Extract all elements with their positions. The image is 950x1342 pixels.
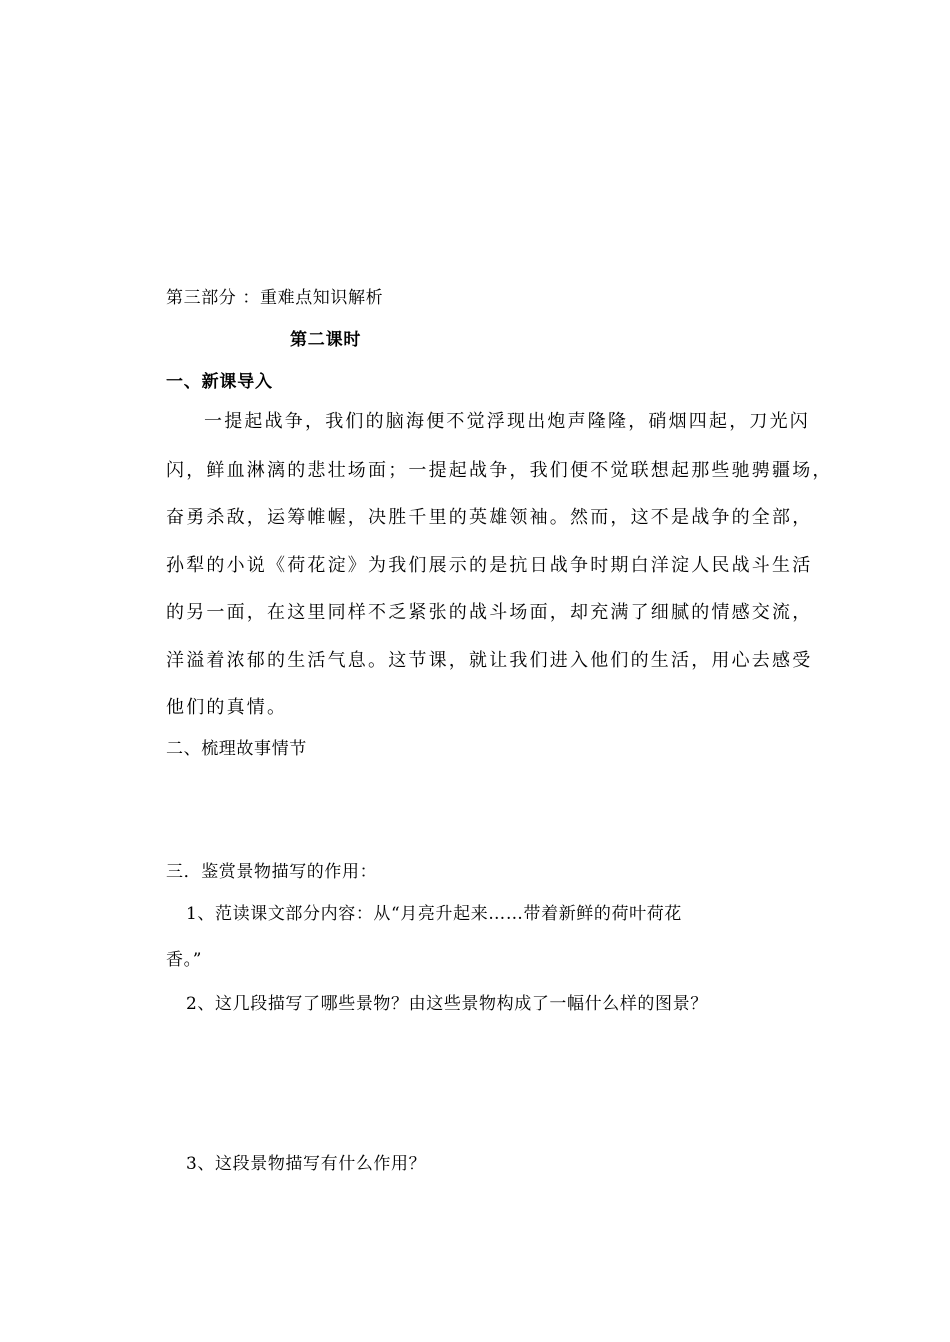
lesson-title: 第二课时 bbox=[290, 330, 362, 350]
paragraph-line: 孙犁的小说《荷花淀》为我们展示的是抗日战争时期白洋淀人民战斗生活 bbox=[166, 555, 813, 576]
paragraph-line: 奋勇杀敌，运筹帷幄，决胜千里的英雄领袖。然而，这不是战争的全部， bbox=[166, 507, 813, 528]
question-2: 2、这几段描写了哪些景物？由这些景物构成了一幅什么样的图景？ bbox=[186, 994, 708, 1014]
part3-heading: 三．鉴赏景物描写的作用： bbox=[166, 862, 378, 882]
paragraph-line: 洋溢着浓郁的生活气息。这节课，就让我们进入他们的生活，用心去感受 bbox=[166, 650, 813, 671]
paragraph-line: 他们的真情。 bbox=[166, 697, 288, 718]
section-header: 第三部分 ：重难点知识解析 bbox=[166, 288, 384, 308]
question-1-line-2: 香。” bbox=[166, 950, 202, 970]
paragraph-line: 闪，鲜血淋漓的悲壮场面；一提起战争，我们便不觉联想起那些驰骋疆场， bbox=[166, 460, 833, 481]
paragraph-line: 的另一面，在这里同样不乏紧张的战斗场面，却充满了细腻的情感交流， bbox=[166, 602, 813, 623]
part2-heading: 二、梳理故事情节 bbox=[166, 739, 307, 759]
paragraph-line: 一提起战争，我们的脑海便不觉浮现出炮声隆隆，硝烟四起，刀光闪 bbox=[204, 411, 810, 432]
question-1-line-1: 1、范读课文部分内容：从“月亮升起来……带着新鲜的荷叶荷花 bbox=[186, 904, 682, 924]
question-3: 3、这段景物描写有什么作用？ bbox=[186, 1154, 427, 1174]
part1-heading: 一、新课导入 bbox=[166, 372, 273, 392]
